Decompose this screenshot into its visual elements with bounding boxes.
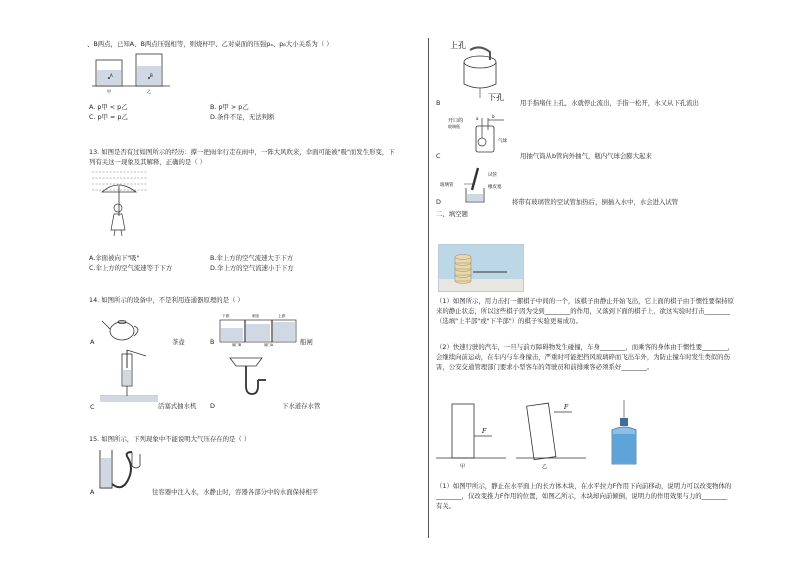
q15-c-jar-figure: [448, 116, 516, 154]
chess-stack-photo: [438, 244, 524, 292]
q15-c-b-label: b: [492, 114, 495, 119]
q15-d-label: D: [436, 198, 441, 206]
p1-line2: 来的静止状态，所以这些棋子因为受到________的作用，又落到下面的棋子上，欲这实验时打击________: [436, 307, 730, 315]
q15-d-tube-figure: [440, 168, 508, 204]
q12-stem: 、B两点，已知A、B两点压强相等，则烧杯甲、乙对桌面的压强pₐ、pᵦ大小关系为（ ）: [87, 40, 333, 48]
p2-line1: （2）快速行驶的汽车，一旦与前方障碍物发生碰撞，车身________，而乘客的身体由于惯性要________，: [436, 343, 735, 351]
p3-line1: （1）如图甲所示，静止在水平面上的长方体木块，在水平拉力F作用下向前移动，说明力可以改变物体的: [436, 482, 732, 490]
q14-stem: 14. 如图所示的设备中，不是利用连通器原理的是（ ）: [89, 296, 244, 304]
q15-b-label: B: [436, 99, 441, 107]
q15-d-stopper-label: 橡皮塞: [488, 185, 502, 190]
p3-line3: 有关。: [436, 502, 456, 510]
q15-c-text[interactable]: 用抽气筒从b管向外抽气，瓶内气球会膨大起来: [520, 152, 652, 160]
p2-line3: 害，公安交通管理部门要求小型客车的驾驶员和前排乘客必须系好________。: [436, 363, 654, 371]
q14-label-D: D: [210, 402, 215, 410]
q13-option-b[interactable]: B.伞上方的空气流速大于下方: [210, 254, 294, 262]
q14-label-A: A: [90, 338, 95, 346]
q15-c-label: C: [436, 152, 441, 160]
q14-lock-upstream: 上游: [278, 314, 286, 318]
q14-caption-drain: 下水道存水管: [282, 402, 321, 410]
q15-d-testtube-label: 试管: [488, 173, 497, 178]
q12-fig-label-B: B: [150, 73, 153, 78]
q14-ship-lock-figure: [220, 312, 298, 346]
q12-option-a[interactable]: A. p甲 < p乙: [89, 103, 128, 111]
p1-line3: （选填"上半部"或"下半部"）的棋子实验更易成功。: [436, 317, 582, 325]
p2-line2: 会继续向前运动，在车内与车身撞击，严重时可能把挡风玻璃碎而飞出车外，为防止撞车时发生类似的伤: [436, 353, 730, 361]
q15-b-text[interactable]: 用手指堵住上孔，水就停止流出，手指一松开，水又从下孔流出: [520, 99, 699, 107]
q12-option-b[interactable]: B. p甲 > p乙: [210, 103, 249, 111]
q15-b-bottle-figure: [450, 40, 512, 100]
q14-drain-trap-figure: [228, 356, 268, 400]
force-label-yi: F: [564, 404, 569, 411]
block-caption-jia: 甲: [460, 464, 466, 470]
q13-option-d[interactable]: D.伞上方的空气流速小于下方: [210, 264, 294, 272]
q15-d-glass-tube-label: 玻璃管: [440, 183, 454, 188]
q14-label-C: C: [90, 403, 95, 411]
q15-c-open-label: 开口的: [448, 118, 464, 124]
q12-fig-label-yi: 乙: [147, 89, 151, 94]
q13-stem-line2: 列有关这一现象及其解释，正确的是（ ）: [89, 158, 207, 166]
q15-option-a-label: A: [90, 488, 95, 496]
q15-option-a-text[interactable]: 往容器中注入水，水静止时，容器各部分中的水面保持相平: [152, 488, 319, 496]
q12-fig-label-A: A: [110, 73, 113, 78]
block-caption-yi: 乙: [542, 464, 548, 470]
q12-beakers-figure: [92, 52, 172, 94]
q15-c-balloon-label: 气球: [498, 139, 507, 144]
q14-caption-lock: 船闸: [300, 338, 313, 346]
q15-b-top-hole-label: 上孔: [450, 41, 466, 50]
column-divider: [428, 38, 429, 538]
q12-fig-label-jia: 甲: [107, 89, 111, 94]
section-title-fill-in: 二、填空题: [436, 210, 468, 218]
q13-option-a[interactable]: A.伞面被向下"吸": [89, 254, 140, 262]
q13-umbrella-figure: [92, 168, 152, 238]
q15-c-jar-label: 玻璃瓶: [448, 124, 460, 129]
q15-stem: 15. 如图所示，下列现象中不能说明大气压存在的是（ ）: [89, 435, 251, 443]
q14-lock-valve-b: 阀门B: [232, 343, 242, 347]
force-blocks-figure: [436, 400, 766, 472]
q14-lock-downstream: 下游: [222, 314, 230, 318]
force-label-jia: F: [482, 428, 487, 435]
q14-caption-teapot: 茶壶: [172, 338, 185, 346]
q14-lock-chamber: 闸室: [252, 314, 260, 318]
q14-lock-valve-a: 阀门A: [264, 343, 274, 347]
q15-connected-vessel-figure: [98, 448, 144, 496]
q12-option-d[interactable]: D.条件不足，无法判断: [210, 113, 275, 121]
q14-pump-figure: [100, 350, 160, 404]
q15-b-bottom-hole-label: 下孔: [488, 93, 504, 102]
p1-line1: （1）如图所示，用力击打一摞棋子中间的一个，该棋子由静止开始飞出，它上面的棋子由于惯性要保持原: [436, 297, 735, 305]
q15-d-text[interactable]: 将带有玻璃管的空试管加热后，倒插入水中，水会进入试管: [512, 198, 679, 206]
q15-c-a-label: a: [476, 116, 479, 121]
q14-caption-pump: 活塞式抽水机: [158, 402, 197, 410]
q12-option-c[interactable]: C. p甲 = p乙: [89, 113, 128, 121]
q13-stem-line1: 13. 如图是否有过如图所示的经历：撑一把雨伞行走在雨中，一阵大风吹来，伞面可能被"吸"而发生形变，下: [89, 148, 395, 156]
q14-label-B: B: [210, 338, 215, 346]
p3-line2: ________，仅改变推力F作用的位置，如图乙所示，木块却向前倾倒，说明力的作用效果与力的________: [436, 492, 728, 500]
q13-option-c[interactable]: C.伞上方的空气流速等于下方: [89, 264, 173, 272]
q14-teapot-figure: [100, 313, 146, 343]
